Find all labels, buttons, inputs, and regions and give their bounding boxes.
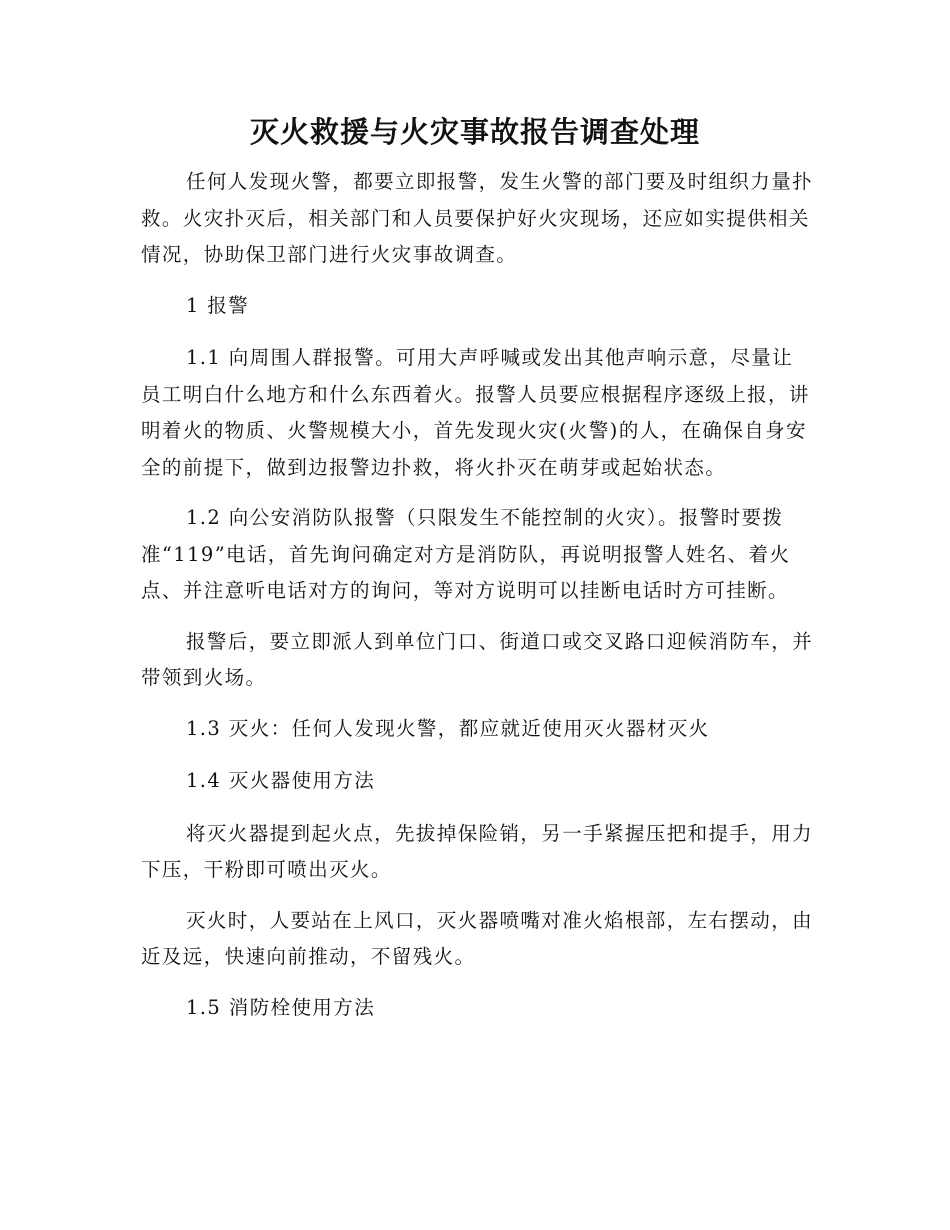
paragraph-1-2: 1.2 向公安消防队报警（只限发生不能控制的火灾）。报警时要拨准“119”电话，首先询问确定对方是消防队，再说明报警人姓名、着火点、并注意听电话对方的询问，等对方说明可以挂断电话时方可挂断。 <box>141 506 791 602</box>
document-body <box>141 164 813 1042</box>
document-title: 灭火救援与火灾事故报告调查处理 <box>249 115 700 149</box>
paragraph-1-3: 1.3 灭火：任何人发现火警，都应就近使用灭火器材灭火 <box>186 716 710 740</box>
paragraph-extinguisher-technique: 灭火时，人要站在上风口，灭火器喷嘴对准火焰根部，左右摆动，由近及远，快速向前推动，不留残火。 <box>141 908 814 968</box>
paragraph-after-alarm: 报警后，要立即派人到单位门口、街道口或交叉路口迎候消防车，并带领到火场。 <box>141 629 814 689</box>
paragraph-extinguisher-steps: 将灭火器提到起火点，先拔掉保险销，另一手紧握压把和提手，用力下压，干粉即可喷出灭火。 <box>141 821 814 881</box>
paragraph-1-4: 1.4 灭火器使用方法 <box>186 769 376 792</box>
paragraph-1-1: 1.1 向周围人群报警。可用大声呼喊或发出其他声响示意，尽量让员工明白什么地方和什么东西着火。报警人员要应根据程序逐级上报，讲明着火的物质、火警规模大小，首先发现火灾(火警)的人，在确保自身安全的前提下，做到边报警边扑救，将火扑灭在萌芽或起始状态。 <box>141 346 810 479</box>
section-heading-alarm: 1 报警 <box>186 293 250 317</box>
intro-paragraph: 任何人发现火警，都要立即报警，发生火警的部门要及时组织力量扑救。火灾扑灭后，相关部门和人员要保护好火灾现场，还应如实提供相关情况，协助保卫部门进行火灾事故调查。 <box>141 170 814 266</box>
paragraph-1-5: 1.5 消防栓使用方法 <box>186 995 376 1019</box>
